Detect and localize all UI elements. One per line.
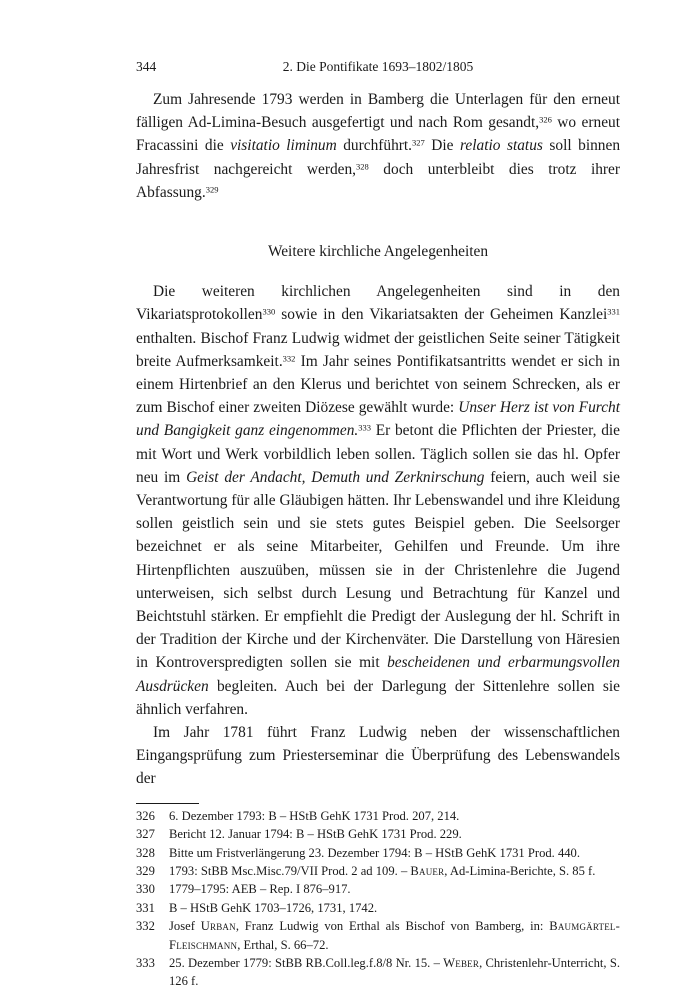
italic-quote: Unser Herz ist von Furcht und Bangigkeit ganz eingenommen. [136, 399, 621, 440]
footnote-divider [136, 803, 199, 804]
footnote-text [169, 954, 620, 991]
text-run: sowie in den Vikariatsakten der Geheimen Kanzlei [275, 306, 608, 324]
footnote-ref[interactable]: 331 [607, 306, 620, 317]
text-run: , Franz Ludwig von Erthal als Bischof von Bamberg, in: [235, 919, 550, 934]
footnote-number: 327 [136, 827, 155, 842]
text-run: doch unterbleibt dies trotz ihrer Abfassung. [136, 160, 620, 201]
text-run: , Ad-Limina-Berichte, S. 85 f. [444, 863, 596, 878]
italic-quote: bescheidenen und erbarmungsvollen Ausdrücken [136, 654, 620, 695]
author-name: Weber [443, 955, 480, 970]
body-text [136, 88, 620, 791]
text-run: Die weiteren kirchlichen Angelegenheiten sind in den Vikariatsprotokollen [136, 283, 620, 324]
footnote-329 [136, 862, 620, 880]
text-run: 1793: StBB Msc.Misc.79/VII Prod. 2 ad 109. – [169, 863, 411, 878]
footnote-text: B – HStB GehK 1703–1726, 1731, 1742. [169, 900, 378, 915]
italic-quote: Geist der Andacht, Demuth und Zerknirschung [186, 468, 485, 486]
text-run: wo erneut Fracassini die [136, 114, 620, 155]
footnote-ref[interactable]: 328 [356, 160, 369, 171]
author-name: Bauer [410, 863, 445, 878]
text-run: durchführt. [336, 137, 413, 155]
text-run: Er betont die Pflichten der Priester, die mit Wort und Werk vorbildlich leben sollen. Täglich sollen sie das hl. Opfer neu im [136, 422, 620, 486]
footnote-ref[interactable]: 333 [358, 422, 372, 433]
text-run: enthalten. Bischof Franz Ludwig widmet der geistlichen Seite seiner Tätigkeit breite Aufmerksamkeit. [136, 329, 620, 370]
footnote-text: Bitte um Fristverlängerung 23. Dezember 1794: B – HStB GehK 1731 Prod. 440. [169, 845, 581, 860]
italic-term: relatio status [460, 137, 543, 155]
footnote-number: 329 [136, 863, 155, 878]
footnote-ref[interactable]: 327 [412, 137, 425, 148]
paragraph-priesterseminar [136, 721, 620, 791]
footnote-326 [136, 807, 620, 825]
paragraph-ad-limina [136, 88, 620, 204]
italic-term: visitatio liminum [230, 137, 337, 155]
footnote-text: 6. Dezember 1793: B – HStB GehK 1731 Prod. 207, 214. [169, 808, 460, 823]
footnote-331 [136, 899, 620, 917]
author-name: Urban [200, 919, 236, 934]
text-run: soll binnen Jahresfrist nachgereicht werden, [136, 137, 621, 178]
text-run: Zum Jahresende 1793 werden in Bamberg die Unterlagen für den erneut fälligen Ad-Limina-Besuch ausgefertigt und nach Rom gesandt, [136, 91, 620, 132]
text-run: 25. Dezember 1779: StBB RB.Coll.leg.f.8/8 Nr. 15. – [169, 955, 444, 970]
text-run: Im Jahr 1781 führt Franz Ludwig neben der wissenschaftlichen Eingangsprüfung zum Priesterseminar die Überprüfung des Lebenswandels der [136, 724, 620, 788]
footnote-number: 331 [136, 900, 155, 915]
text-run: Die [424, 137, 461, 155]
footnote-ref[interactable]: 332 [282, 353, 296, 364]
footnote-text: Bericht 12. Januar 1794: B – HStB GehK 1731 Prod. 229. [169, 827, 462, 842]
footnote-number: 330 [136, 882, 155, 897]
text-run: , Erthal, S. 66–72. [237, 937, 329, 952]
footnotes [136, 807, 620, 991]
text-run: Josef [169, 919, 201, 934]
section-heading: Weitere kirchliche Angelegenheiten [267, 243, 489, 261]
footnote-ref[interactable]: 329 [205, 184, 219, 195]
footnote-ref[interactable]: 330 [262, 306, 276, 317]
footnote-ref[interactable]: 326 [539, 114, 552, 125]
footnote-327 [136, 825, 620, 843]
page-header [136, 58, 620, 76]
footnote-number: 332 [136, 919, 155, 934]
footnote-number: 333 [136, 955, 155, 970]
footnote-text: 1779–1795: AEB – Rep. I 876–917. [169, 882, 351, 897]
footnote-332 [136, 917, 620, 954]
footnote-333 [136, 954, 620, 991]
footnote-text [169, 917, 620, 954]
footnote-328 [136, 844, 620, 862]
text-run: feiern, auch weil sie Verantwortung für alle Gläubigen hätten. Ihr Lebenswandel und ihre Kleidung sollen geistlich sein und sie stets gutes Beispiel geben. Die Seelsorger bezeichnet er als seine Mitarbeiter, Gehilfen und Freunde. Um ihre Hirtenpflichten auszuüben, müssen sie in der Christenlehre die Jugend unterweisen, sich selbst durch Lesung und Betrachtung für Kanzel und Beichtstuhl stärken. Er empfiehlt die Predigt der Auslegung der hl. Schrift in der Tradition der Kirche und der Kirchenväter. Die Darstellung von Häresien in Kontroverspredigten sollen sie mit [136, 468, 621, 672]
text-run: , Christenlehr-Unterricht, S. 126 f. [169, 955, 620, 989]
footnote-text [169, 862, 620, 880]
text-run: begleiten. Auch bei der Darlegung der Sittenlehre sollen sie ähnlich verfahren. [136, 677, 620, 718]
page [136, 58, 620, 991]
page-number: 344 [136, 59, 157, 74]
footnote-number: 328 [136, 845, 155, 860]
footnote-330 [136, 880, 620, 898]
text-run: Im Jahr seines Pontifikatsantritts wendet er sich in einem Hirtenbrief an den Klerus und berichtet von seinem Schrecken, als er zum Bischof einer zweiten Diözese gewählt wurde: [136, 352, 620, 417]
author-name: Baumgärtel-Fleischmann [169, 919, 620, 952]
footnote-number: 326 [136, 808, 155, 823]
running-title: 2. Die Pontifikate 1693–1802/1805 [282, 59, 474, 74]
paragraph-kirchliche-angelegenheiten [136, 280, 620, 721]
